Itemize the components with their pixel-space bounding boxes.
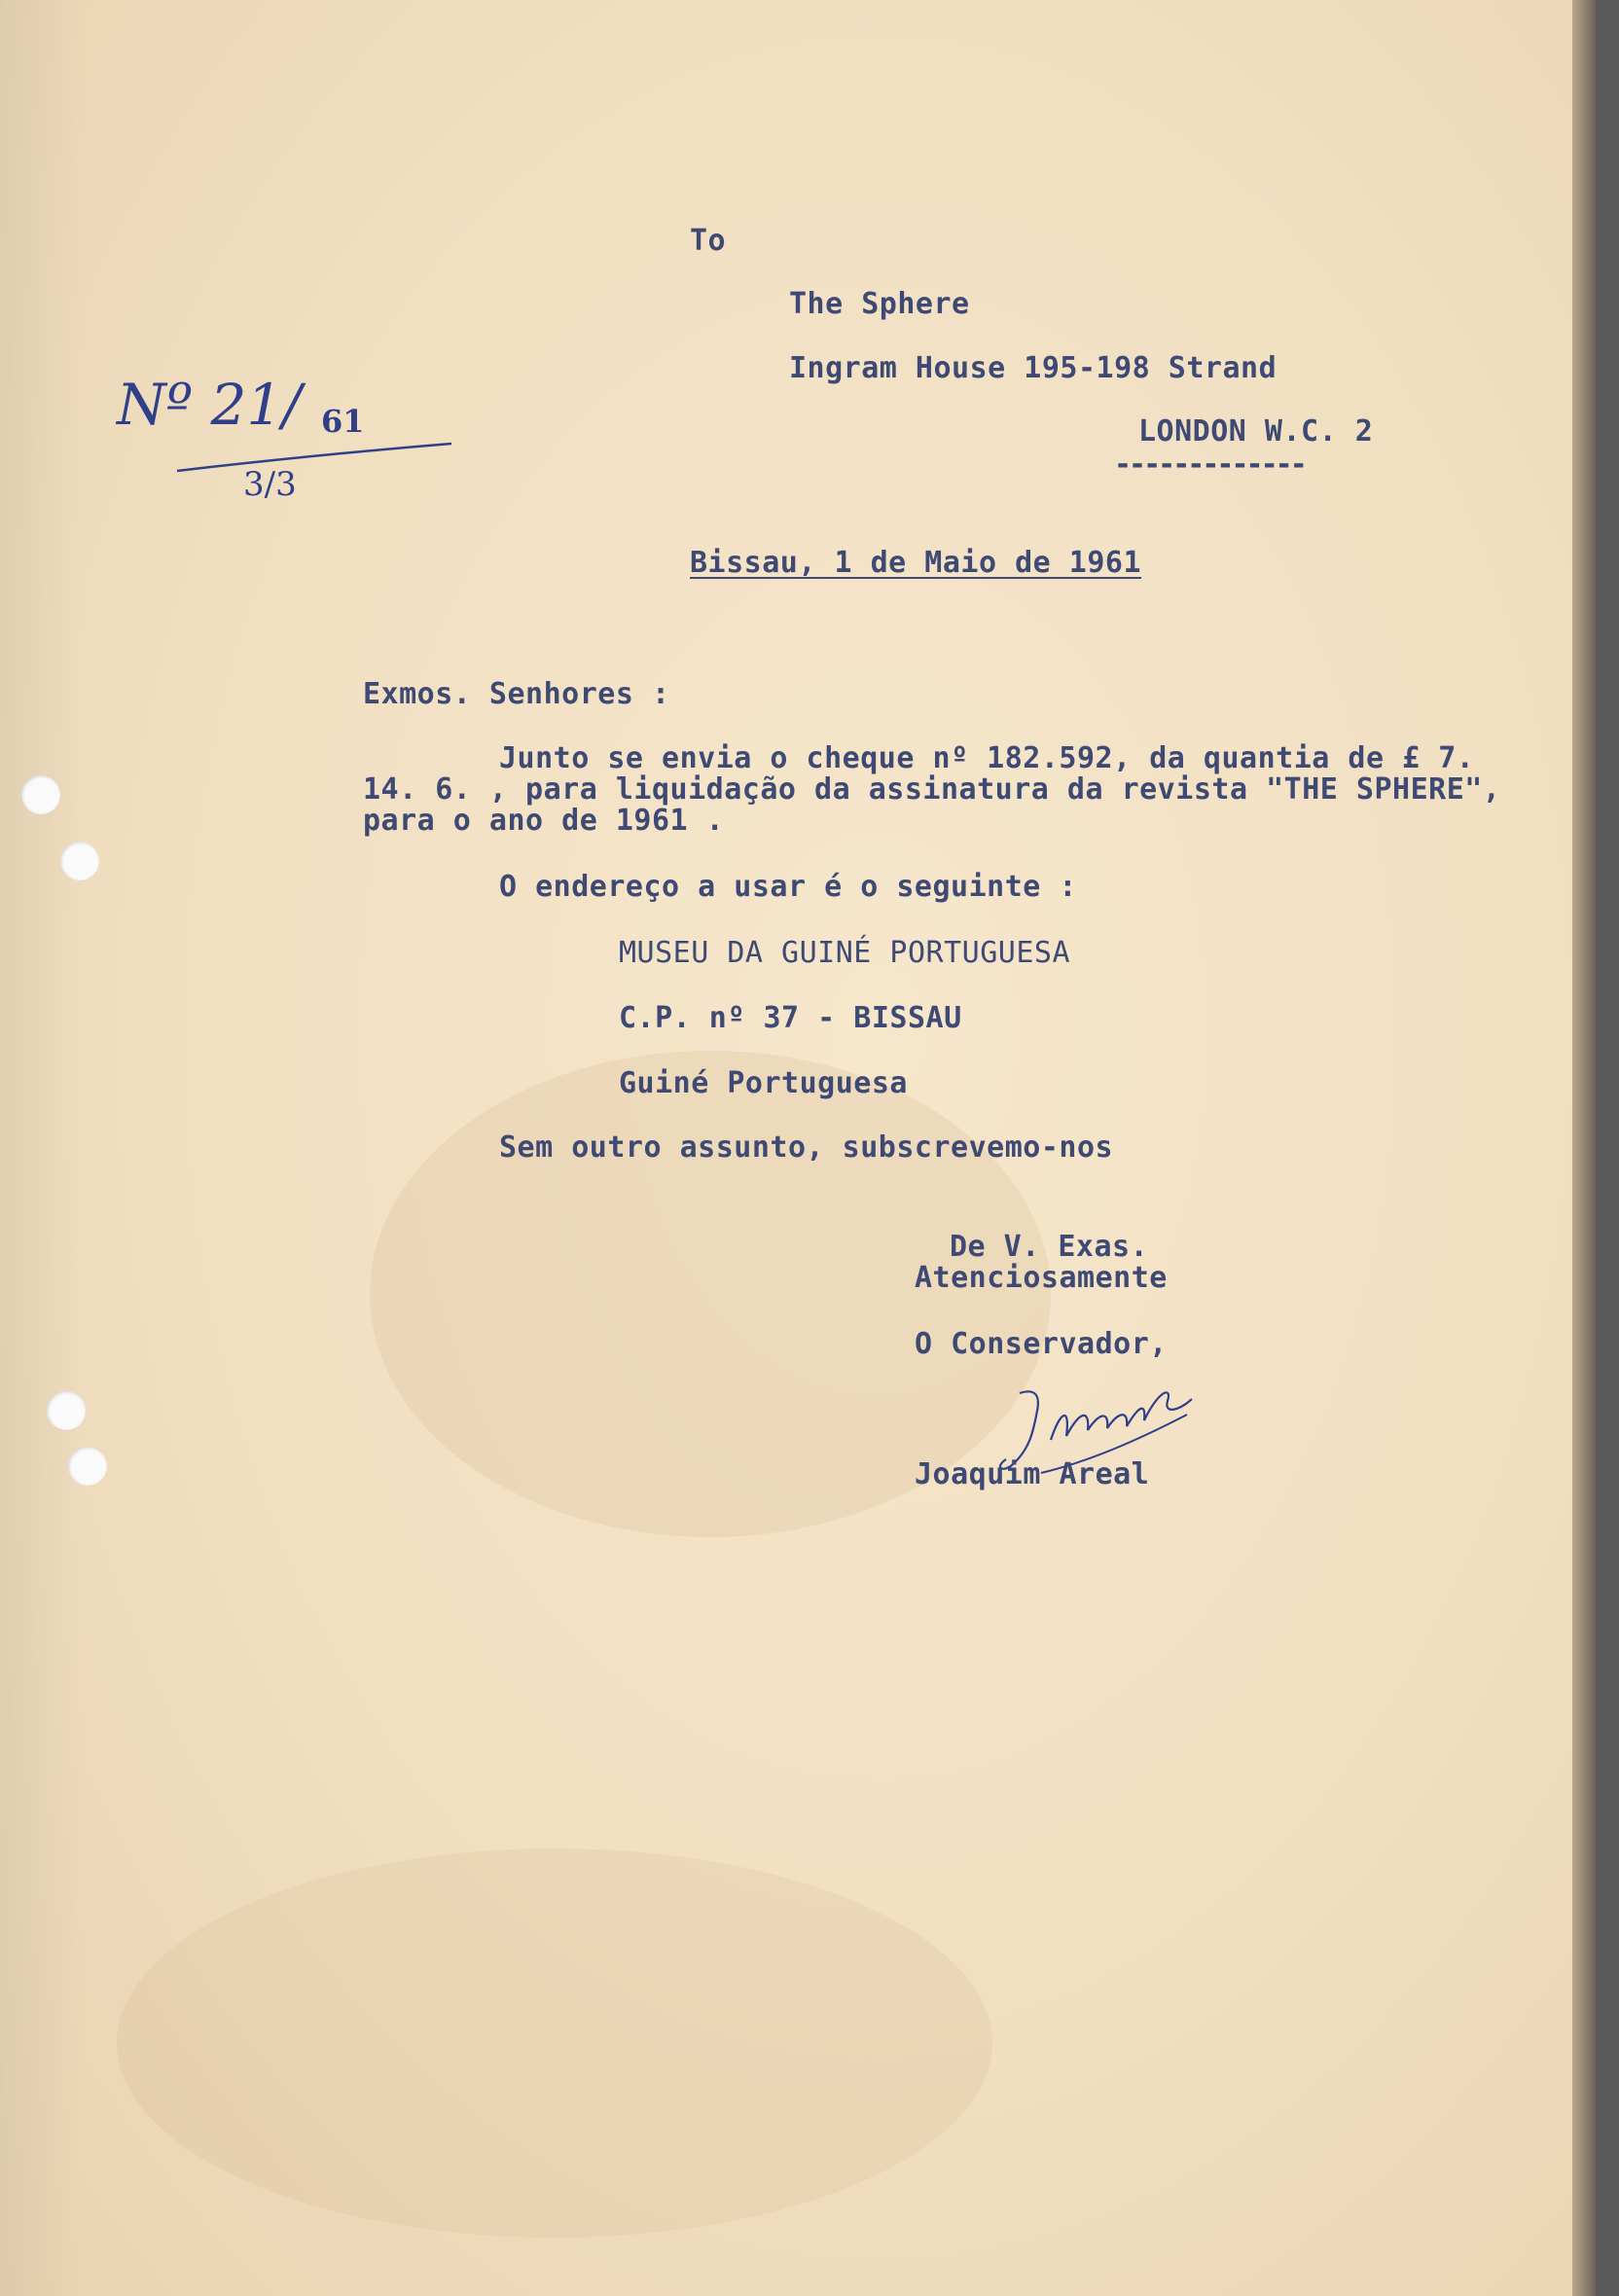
address-intro: O endereço a usar é o seguinte : xyxy=(499,870,1077,904)
paper-fold-strip xyxy=(0,0,83,2296)
body-line-2: 14. 6. , para liquidação da assinatura da revista "THE SPHERE", xyxy=(363,772,1501,807)
reference-sub: 3/3 xyxy=(243,465,297,504)
reference-divider-line xyxy=(173,436,455,475)
date-line: Bissau, 1 de Maio de 1961 xyxy=(690,546,1142,580)
addressee-street: Ingram House 195-198 Strand xyxy=(789,351,1277,385)
body-line-1: Junto se envia o cheque nº 182.592, da quantia de £ 7. xyxy=(499,741,1475,775)
closing-line: Sem outro assunto, subscrevemo-nos xyxy=(499,1130,1114,1165)
reference-number-text: Nº 21/ xyxy=(117,372,302,438)
punch-hole xyxy=(21,775,60,814)
address-line-3: Guiné Portuguesa xyxy=(619,1066,908,1100)
address-line-2: C.P. nº 37 - BISSAU xyxy=(619,1001,962,1035)
punch-hole xyxy=(68,1447,107,1486)
reference-year: 61 xyxy=(321,403,365,440)
addressee-city: LONDON W.C. 2 xyxy=(1138,414,1374,448)
closing-regards: Atenciosamente xyxy=(915,1261,1168,1295)
signatory-name: Joaquim Areal xyxy=(915,1457,1150,1491)
closing-greeting: De V. Exas. xyxy=(950,1230,1149,1264)
salutation: Exmos. Senhores : xyxy=(363,677,670,711)
addressee-name: The Sphere xyxy=(789,287,970,321)
punch-hole xyxy=(60,842,99,880)
punch-hole xyxy=(47,1391,86,1430)
address-line-1: MUSEU DA GUINÉ PORTUGUESA xyxy=(619,936,1071,970)
paper-stain xyxy=(117,1848,992,2238)
body-line-3: para o ano de 1961 . xyxy=(363,804,725,838)
to-label: To xyxy=(690,224,727,258)
paper-edge-shadow xyxy=(1572,0,1596,2296)
addressee-underline: ------------- xyxy=(1114,448,1305,482)
closing-title: O Conservador, xyxy=(915,1327,1168,1361)
